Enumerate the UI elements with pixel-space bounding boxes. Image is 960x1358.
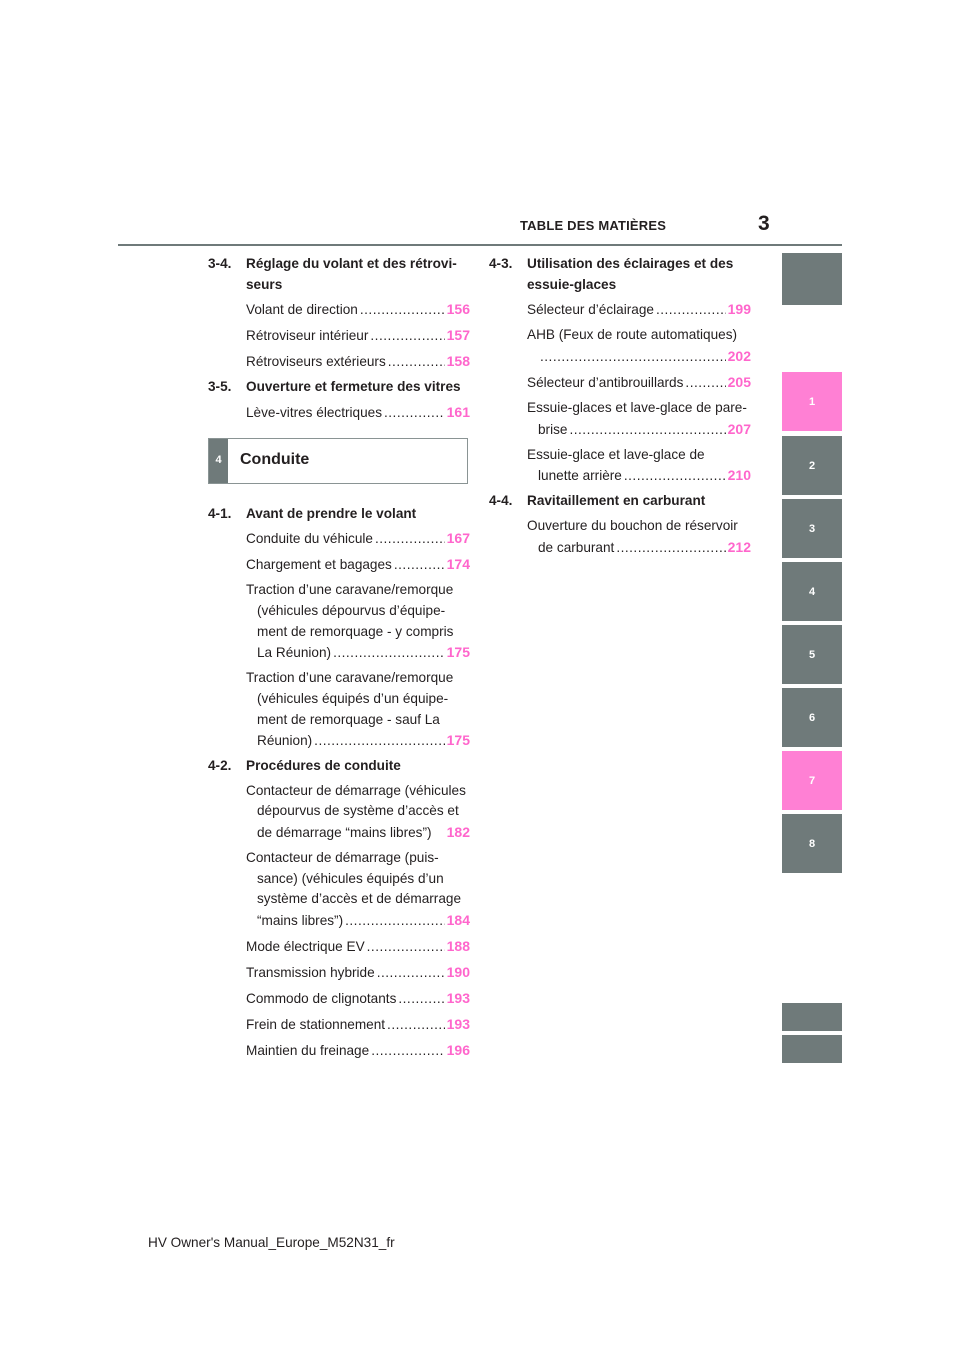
toc-entry[interactable]: [246, 1040, 470, 1062]
chapter-tab-1[interactable]: 1: [782, 372, 842, 431]
entry-last-line: [246, 325, 470, 347]
entry-label: Transmission hybride: [246, 965, 375, 981]
leader-dots: [377, 963, 445, 984]
entry-label: brise: [538, 421, 568, 437]
toc-entry[interactable]: [246, 402, 470, 424]
entry-label: Chargement et bagages: [246, 557, 392, 573]
leader-dots: [375, 529, 445, 550]
toc-entry[interactable]: [246, 962, 470, 984]
entry-last-line: [527, 419, 751, 441]
chapter-tab-6[interactable]: 6: [782, 688, 842, 747]
section-title-line: Ouverture et fermeture des vitres: [246, 379, 461, 395]
section-number: 3-4.: [208, 256, 232, 271]
leader-dots: [685, 373, 725, 394]
entry-page-link[interactable]: 175: [446, 732, 470, 749]
chapter-tab-7[interactable]: 7: [782, 751, 842, 810]
toc-entry[interactable]: [246, 936, 470, 958]
leader-dots: [394, 555, 445, 576]
section-title: [246, 254, 470, 295]
entry-text-line: ment de remorquage - sauf La: [257, 711, 440, 727]
chapter-tab-5[interactable]: 5: [782, 625, 842, 684]
section-title: [527, 254, 751, 295]
chapter-heading: [208, 438, 468, 484]
entry-label: Commodo de clignotants: [246, 991, 397, 1007]
leader-dots: [333, 643, 445, 664]
entry-label: Conduite du véhicule: [246, 531, 373, 547]
blank-tab[interactable]: [782, 253, 842, 305]
entry-last-line: [527, 537, 751, 559]
entry-label: Réunion): [257, 733, 313, 749]
entry-page-link[interactable]: 175: [446, 644, 470, 661]
entry-page-link[interactable]: 199: [727, 301, 751, 318]
entry-text-line: Traction d’une caravane/remorque: [246, 670, 454, 686]
toc-section-heading: [208, 504, 470, 525]
entry-page-link[interactable]: 161: [446, 404, 470, 421]
entry-text-line: (véhicules dépourvus d’équipe-: [257, 603, 446, 619]
toc-entry[interactable]: [246, 988, 470, 1010]
entry-text-line: Essuie-glace et lave-glace de: [527, 446, 705, 462]
toc-entry[interactable]: [246, 848, 470, 931]
section-number: 4-4.: [489, 493, 513, 509]
section-title-line: Réglage du volant et des rétrovi-: [246, 256, 457, 271]
entry-page-link[interactable]: 182: [446, 823, 470, 840]
entry-text-line: (véhicules équipés d’un équipe-: [257, 690, 449, 706]
entry-last-line: [246, 1040, 470, 1062]
entry-text-line: Traction d’une caravane/remorque: [246, 582, 454, 598]
toc-entry[interactable]: [246, 528, 470, 550]
entry-last-line: [527, 372, 751, 394]
chapter-tab-4[interactable]: 4: [782, 562, 842, 621]
entry-label: Frein de stationnement: [246, 1017, 386, 1033]
entry-page-link[interactable]: 193: [446, 990, 470, 1007]
entry-label: “mains libres”): [257, 912, 344, 928]
entry-text-line: AHB (Feux de route automatiques): [527, 327, 738, 343]
entry-text-line: Contacteur de démarrage (véhicules: [246, 782, 466, 798]
entry-text-line: sance) (véhicules équipés d’un: [257, 870, 444, 886]
toc-right-column: [489, 254, 751, 563]
toc-entry[interactable]: [246, 668, 470, 751]
toc-section-heading: [208, 377, 470, 398]
entry-last-line: [246, 1014, 470, 1036]
header-divider: [118, 244, 842, 246]
section-number: 4-3.: [489, 256, 513, 271]
section-title: [246, 504, 470, 525]
entry-page-link[interactable]: 205: [727, 373, 751, 390]
header-title: TABLE DES MATIÈRES: [520, 218, 667, 233]
toc-section-heading: [489, 254, 751, 295]
entry-label: de carburant: [538, 539, 615, 555]
section-title-line: essuie-glaces: [527, 276, 617, 292]
section-title-line: Ravitaillement en carburant: [527, 493, 706, 509]
entry-label: lunette arrière: [538, 468, 622, 484]
entry-last-line: [527, 346, 751, 368]
section-title: [246, 756, 470, 777]
blank-tab[interactable]: [782, 1003, 842, 1031]
entry-page-link[interactable]: 167: [446, 530, 470, 547]
page-number: 3: [758, 212, 770, 235]
entry-text-line: dépourvus de système d’accès et: [257, 803, 459, 819]
entry-text-line: Contacteur de démarrage (puis-: [246, 850, 439, 866]
leader-dots: [345, 911, 445, 932]
entry-label: Sélecteur d’antibrouillards: [527, 374, 684, 390]
entry-text-line: système d’accès et de démarrage: [257, 891, 462, 907]
chapter-tab-8[interactable]: 8: [782, 814, 842, 873]
entry-last-line: [246, 402, 470, 424]
chapter-tab-3[interactable]: 3: [782, 499, 842, 558]
entry-label: Sélecteur d’éclairage: [527, 302, 654, 318]
leader-dots: [370, 326, 444, 347]
leader-dots: [360, 300, 445, 321]
entry-label: Rétroviseurs extérieurs: [246, 354, 386, 370]
entry-last-line: [246, 988, 470, 1010]
leader-dots: [624, 466, 726, 487]
leader-dots: [387, 1015, 445, 1036]
entry-last-line: [246, 962, 470, 984]
toc-entry[interactable]: [527, 516, 751, 558]
entry-label: de démarrage “mains libres”): [257, 824, 432, 840]
footer-manual-id: HV Owner's Manual_Europe_M52N31_fr: [148, 1235, 395, 1250]
toc-entry[interactable]: [246, 1014, 470, 1036]
entry-last-line: [246, 730, 470, 752]
toc-entry[interactable]: [246, 580, 470, 663]
entry-last-line: [246, 822, 470, 844]
entry-page-link[interactable]: 196: [446, 1042, 470, 1059]
toc-entry[interactable]: [527, 372, 751, 394]
leader-dots: [371, 1041, 444, 1062]
entry-text-line: Essuie-glaces et lave-glace de pare-: [527, 400, 747, 416]
toc-entry[interactable]: [527, 398, 751, 440]
leader-dots: [656, 300, 726, 321]
entry-page-link[interactable]: 202: [727, 347, 751, 364]
toc-section-heading: [208, 756, 470, 777]
chapter-tab-2[interactable]: 2: [782, 436, 842, 495]
entry-last-line: [246, 554, 470, 576]
leader-dots: [569, 420, 725, 441]
entry-last-line: [527, 465, 751, 487]
leader-dots: [367, 937, 445, 958]
entry-page-link[interactable]: 212: [727, 538, 751, 555]
entry-page-link[interactable]: 158: [446, 353, 470, 370]
toc-entry[interactable]: [246, 299, 470, 321]
entry-page-link[interactable]: 193: [446, 1016, 470, 1033]
leader-dots: [540, 347, 726, 368]
entry-page-link[interactable]: 174: [446, 556, 470, 573]
entry-label: La Réunion): [257, 645, 332, 661]
entry-page-link[interactable]: 157: [446, 327, 470, 344]
leader-dots: [388, 352, 445, 373]
entry-page-link[interactable]: 184: [446, 911, 470, 928]
entry-label: Lève-vitres électriques: [246, 405, 382, 421]
toc-entry[interactable]: [527, 299, 751, 321]
entry-page-link[interactable]: 188: [446, 937, 470, 954]
leader-dots: [384, 403, 445, 424]
toc-entry[interactable]: [246, 351, 470, 373]
entry-text-line: ment de remorquage - y compris: [257, 623, 454, 639]
section-title: [246, 377, 470, 398]
entry-page-link[interactable]: 210: [727, 467, 751, 484]
entry-last-line: [246, 936, 470, 958]
entry-page-link[interactable]: 207: [727, 420, 751, 437]
section-number: 4-2.: [208, 758, 232, 774]
entry-text-line: Ouverture du bouchon de réservoir: [527, 518, 738, 534]
chapter-number: 4: [209, 439, 228, 483]
blank-tab[interactable]: [782, 1035, 842, 1063]
entry-page-link[interactable]: 156: [446, 301, 470, 318]
section-number: 3-5.: [208, 379, 232, 395]
entry-last-line: [246, 528, 470, 550]
toc-entry[interactable]: [527, 445, 751, 487]
toc-section-heading: [489, 491, 751, 512]
entry-label: Volant de direction: [246, 302, 358, 318]
section-title-line: Avant de prendre le volant: [246, 505, 417, 521]
section-number: 4-1.: [208, 505, 232, 521]
leader-dots: [314, 731, 444, 752]
toc-entry[interactable]: [246, 781, 470, 844]
toc-left-column: [208, 254, 470, 1066]
entry-last-line: [246, 642, 470, 664]
entry-last-line: [246, 351, 470, 373]
toc-entry[interactable]: [246, 325, 470, 347]
section-title: [527, 491, 751, 512]
entry-label: Rétroviseur intérieur: [246, 328, 369, 344]
toc-section-heading: [208, 254, 470, 295]
toc-entry[interactable]: [527, 325, 751, 367]
leader-dots: [616, 538, 725, 559]
entry-label: Maintien du freinage: [246, 1043, 370, 1059]
entry-last-line: [527, 299, 751, 321]
entry-page-link[interactable]: 190: [446, 964, 470, 981]
chapter-title: Conduite: [240, 451, 310, 469]
entry-last-line: [246, 910, 470, 932]
section-title-line: Utilisation des éclairages et des: [527, 256, 734, 271]
toc-entry[interactable]: [246, 554, 470, 576]
leader-dots: [398, 989, 444, 1010]
entry-last-line: [246, 299, 470, 321]
section-title-line: seurs: [246, 276, 283, 292]
entry-label: Mode électrique EV: [246, 938, 365, 954]
section-title-line: Procédures de conduite: [246, 758, 401, 774]
